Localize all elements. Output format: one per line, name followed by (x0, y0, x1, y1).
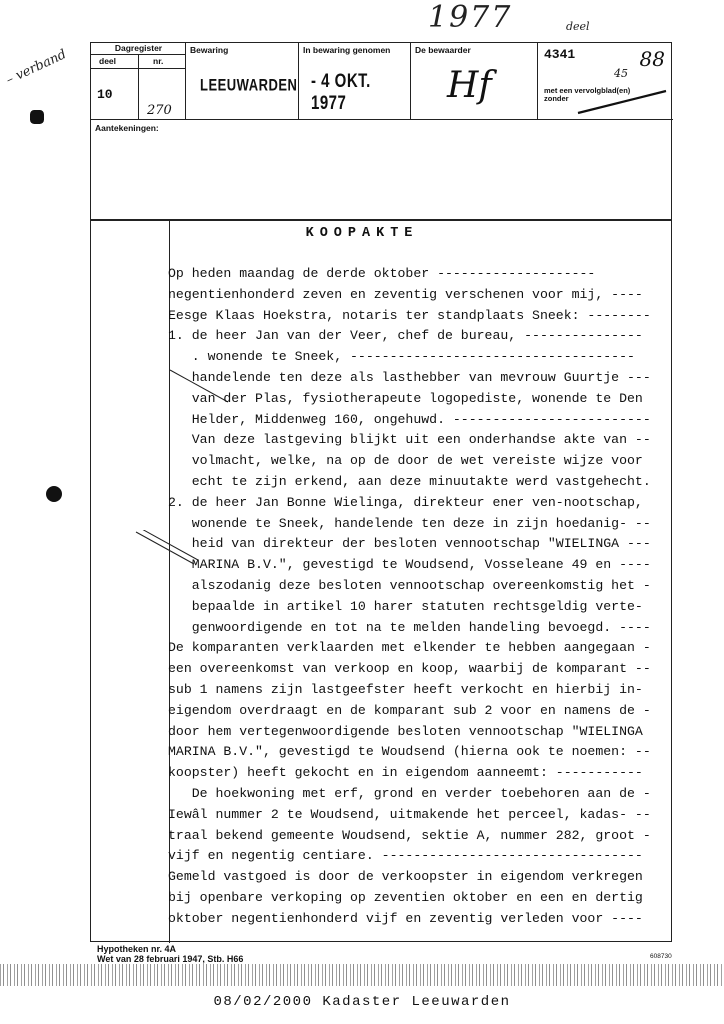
dagregister-cell (91, 43, 186, 119)
in-bewaring-label: In bewaring genomen (303, 45, 391, 55)
deed-text-line: handelende ten deze als lasthebber van mevrouw Guurtje --- (168, 369, 651, 385)
deed-text-line: vijf en negentig centiare. --------------------------------- (168, 848, 643, 864)
dagregister-divider (138, 55, 139, 119)
deed-text-line: volmacht, welke, na op de door de wet vereiste wijze voor (168, 453, 643, 469)
bewaarder-label: De bewaarder (415, 45, 471, 55)
deed-text-line: negentienhonderd zeven en zeventig verschenen voor mij, ---- (168, 286, 643, 302)
deel-value: 10 (97, 87, 113, 102)
deed-text-line: oktober negentienhonderd vijf en zeventig verleden voor ---- (168, 910, 643, 926)
deed-text-line: door hem vertegenwoordigende besloten vennootschap "WIELINGA (168, 723, 643, 739)
deed-circle-number: 88 (639, 47, 665, 71)
punch-hole-icon (46, 486, 62, 502)
deed-text-line: . wonende te Sneek, ------------------------------------ (168, 349, 635, 365)
bewaarder-signature: Hf (447, 65, 492, 106)
in-bewaring-cell (299, 43, 411, 119)
aantekeningen-divider (91, 119, 673, 120)
deed-text-line: bepaalde in artikel 10 harer statuten rechtsgeldig verte- (168, 598, 643, 614)
deed-text-line: een overeenkomst van verkoop en koop, waarbij de komparant -- (168, 661, 651, 677)
dagregister-label: Dagregister (91, 43, 186, 55)
deed-number: 4341 (544, 47, 576, 62)
scan-mark-icon (30, 110, 44, 124)
handwritten-year: 1977 (428, 0, 513, 35)
deed-text-line: echt te zijn erkend, aan deze minuutakte werd vastgehecht. (168, 473, 651, 489)
deed-text-line: Gemeld vastgoed is door de verkoopster in eigendom verkregen (168, 869, 643, 885)
deed-text-line: Van deze lastgeving blijkt uit een onderhandse akte van -- (168, 432, 651, 448)
law-reference: Wet van 28 februari 1947, Stb. H66 (97, 954, 244, 964)
nr-label: nr. (153, 56, 164, 66)
deed-text-line: MARINA B.V.", gevestigd te Woudsend (hierna ook te noemen: -- (168, 744, 651, 760)
deed-text-line: van der Plas, fysiotherapeute logopediste, wonende te Den (168, 390, 643, 406)
deed-text-line: traal bekend gemeente Woudsend, sektie A, nummer 282, groot - (168, 827, 651, 843)
deed-text-line: De komparanten verklaarden met elkender te hebben aangegaan - (168, 640, 651, 656)
form-number: Hypotheken nr. 4A (97, 944, 177, 954)
deed-text-line: MARINA B.V.", gevestigd te Woudsend, Vosseleane 49 en ---- (168, 557, 651, 573)
strike-mark-icon (538, 43, 673, 119)
deed-sub-number: 45 (614, 67, 628, 80)
date-stamp: - 4 OKT. 1977 (311, 69, 371, 115)
deed-text-line: eigendom overdraagt en de komparant sub 2 voor en namens de - (168, 702, 651, 718)
zonder-label: zonder (544, 94, 569, 103)
bewaring-stamp: LEEUWARDEN (200, 74, 298, 95)
registration-header-box (90, 42, 672, 220)
deed-text-line: genwoordigende en tot na te melden handeling bevoegd. ---- (168, 619, 651, 635)
deed-text-line: Helder, Middenweg 160, ongehuwd. ------------------------- (168, 411, 651, 427)
deed-text-line: Eesge Klaas Hoekstra, notaris ter standplaats Sneek: -------- (168, 307, 651, 323)
deed-text-line: sub 1 namens zijn lastgeefster heeft verkocht en hierbij in- (168, 681, 643, 697)
met-label: met een vervolgblad(en) (544, 86, 631, 95)
handwritten-number: 270 (147, 103, 172, 118)
handwritten-margin-note: – verband (3, 47, 69, 88)
deed-text-line: alszodanig deze besloten vennootschap overeenkomstig het - (168, 577, 651, 593)
form-code: 608730 (650, 953, 672, 960)
deel-label: deel (99, 56, 117, 66)
deed-text-line: Iewâl nummer 2 te Woudsend, uitmakende het perceel, kadas- -- (168, 806, 651, 822)
handwritten-deel-note: deel (566, 20, 590, 33)
deed-text-line: Op heden maandag de derde oktober -------------------- (168, 266, 596, 281)
deed-number-cell (538, 43, 673, 119)
bewaring-label: Bewaring (190, 45, 229, 55)
deed-text-line: wonende te Sneek, handelende ten deze in zijn hoedanig- -- (168, 515, 651, 531)
deed-text-line: 2. de heer Jan Bonne Wielinga, direkteur ener ven-nootschap, (168, 494, 643, 510)
deed-text-line: heid van direkteur der besloten vennootschap "WIELINGA --- (168, 536, 651, 552)
aantekeningen-label: Aantekeningen: (95, 123, 159, 133)
deed-text-line: De hoekwoning met erf, grond en verder toebehoren aan de - (168, 785, 651, 801)
bewaring-cell (186, 43, 299, 119)
scan-artifact-band (0, 964, 724, 986)
document-title: KOOPAKTE (305, 226, 419, 241)
deed-text-line: koopster) heeft gekocht en in eigendom aanneemt: ----------- (168, 765, 643, 781)
kadaster-stamp: 08/02/2000 Kadaster Leeuwarden (213, 994, 511, 1010)
deed-text-line: 1. de heer Jan van der Veer, chef de bureau, --------------- (168, 328, 643, 344)
deed-text (168, 264, 678, 930)
deed-text-line: bij openbare verkoping op zeventien oktober en een en dertig (168, 889, 643, 905)
bewaarder-cell (411, 43, 538, 119)
